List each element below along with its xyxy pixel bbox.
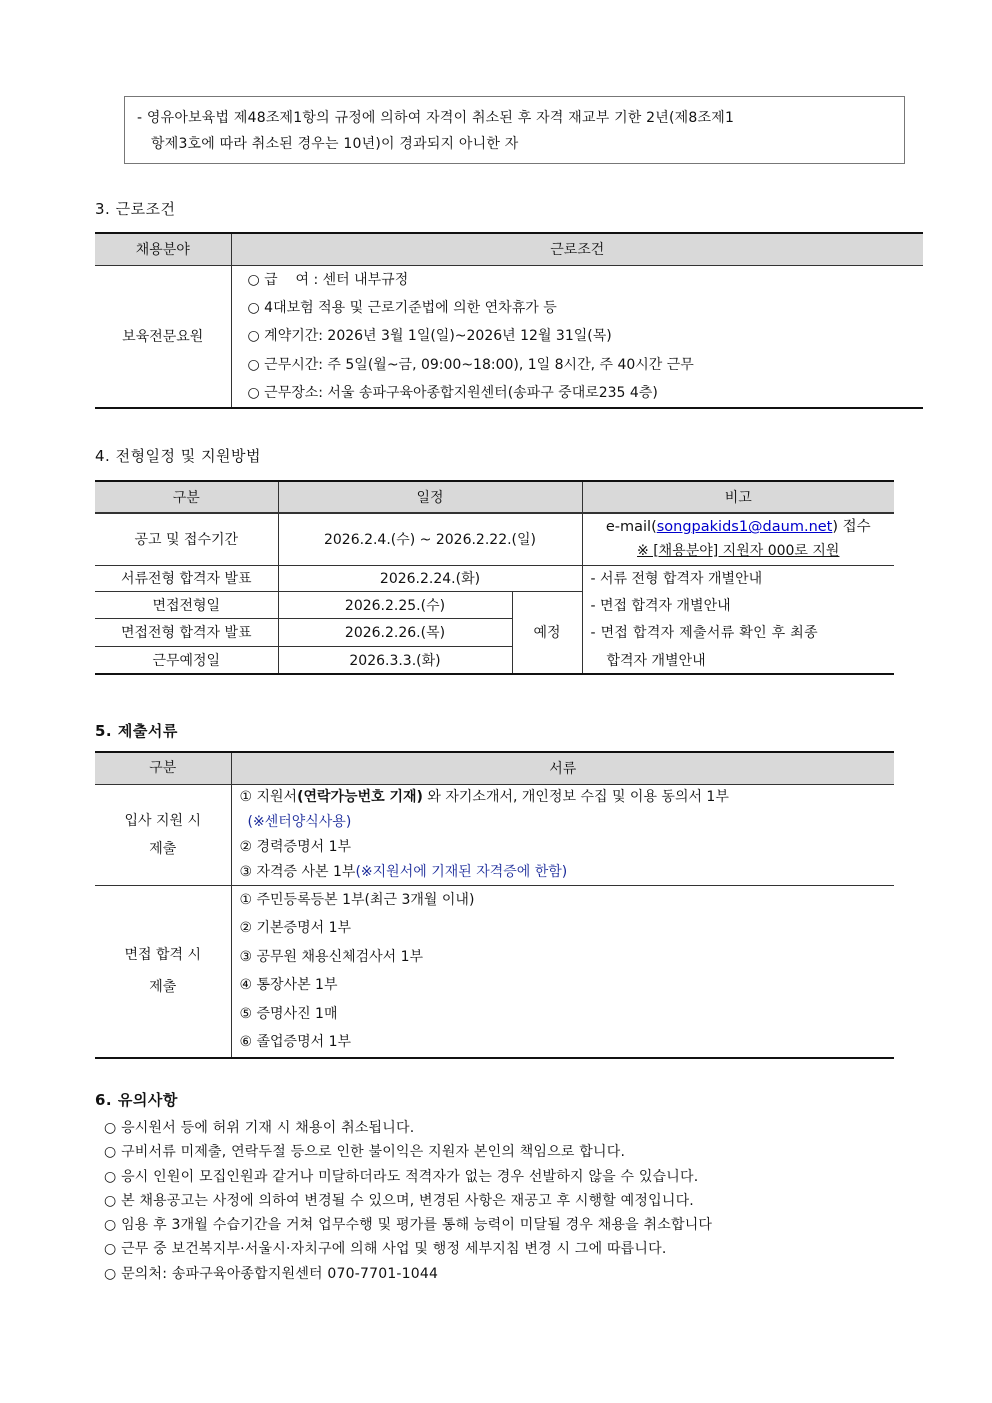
document-item-note: (※센터양식사용): [247, 813, 352, 830]
group-label-application: [95, 784, 231, 885]
document-item: ④ 통장사본 1부: [239, 977, 338, 993]
row-date: 2026.2.26.(목): [278, 618, 512, 646]
row-date: 2026.2.4.(수) ~ 2026.2.22.(일): [278, 513, 582, 565]
section-4-title: 4. 전형일정 및 지원방법: [95, 447, 262, 465]
row-remark: - 면접 합격자 개별안내: [582, 591, 894, 618]
col-header-schedule: 일정: [278, 481, 582, 513]
working-conditions-table: [95, 232, 923, 409]
notice-item: ○ 구비서류 미제출, 연락두절 등으로 인한 불이익은 지원자 본인의 책임으로 합니다.: [104, 1144, 626, 1161]
email-link[interactable]: songpakids1@daum.net: [656, 519, 833, 536]
group-label-line: 입사 지원 시: [124, 812, 202, 829]
document-item: ② 기본증명서 1부: [239, 920, 352, 936]
application-naming-note: ※ [채용분야] 지원자 000로 지원: [637, 543, 840, 560]
row-date: 2026.2.24.(화): [278, 565, 582, 591]
document-item: ① 주민등록등본 1부(최근 3개월 이내): [239, 891, 475, 908]
section-3-title: 3. 근로조건: [95, 200, 176, 218]
document-item: [240, 860, 895, 885]
row-date: 2026.3.3.(화): [278, 646, 512, 674]
row-label: 공고 및 접수기간: [95, 513, 278, 565]
application-documents: [231, 784, 894, 885]
group-label-line: 제출: [149, 840, 177, 857]
conditions-cell: [231, 265, 923, 408]
doc-bold-text: (연락가능번호 기재): [297, 788, 423, 805]
notice-item: ○ 문의처: 송파구육아종합지원센터 070-7701-1044: [104, 1265, 439, 1282]
doc-text: 와 자기소개서, 개인정보 수집 및 이용 동의서 1부: [422, 788, 729, 805]
notice-item: ○ 본 채용공고는 사정에 의하여 변경될 수 있으며, 변경된 사항은 재공고 후 시행할 예정입니다.: [104, 1192, 694, 1209]
document-item: [240, 785, 895, 810]
notice-list: [104, 1116, 712, 1286]
notice-item: ○ 임용 후 3개월 수습기간을 거쳐 업무수행 및 평가를 통해 능력이 미달될 경우 채용을 취소합니다: [104, 1217, 713, 1234]
notice-item: ○ 응시원서 등에 허위 기재 시 채용이 취소됩니다.: [104, 1120, 415, 1136]
row-label: 서류전형 합격자 발표: [95, 565, 278, 591]
planned-cell: 예정: [512, 591, 582, 674]
section-6-title: 6. 유의사항: [95, 1091, 178, 1109]
schedule-table: [95, 480, 894, 675]
col-header-category: 구분: [95, 752, 231, 784]
note-line-1: - 영유아보육법 제48조제1항의 규정에 의하여 자격이 취소된 후 자격 재교부 기한 2년(제8조제1: [137, 110, 735, 126]
row-remark: - 면접 합격자 제출서류 확인 후 최종: [582, 618, 894, 646]
group-label-interview: [95, 885, 231, 1058]
doc-text: ③ 자격증 사본 1부: [239, 863, 356, 880]
col-header-remarks: 비고: [582, 481, 894, 513]
note-line-2: 항제3호에 따라 취소된 경우는 10년)이 경과되지 아니한 자: [151, 136, 519, 152]
row-label: 근무예정일: [95, 646, 278, 674]
condition-item: ○ 급 여 : 센터 내부규정: [247, 271, 409, 288]
condition-item: ○ 계약기간: 2026년 3월 1일(일)~2026년 12월 31일(목): [247, 328, 612, 345]
condition-item: ○ 근무장소: 서울 송파구육아종합지원센터(송파구 중대로235 4층): [247, 385, 658, 402]
document-item: ⑤ 증명사진 1매: [239, 1005, 338, 1022]
col-header-category: 구분: [95, 481, 278, 513]
document-item: ⑥ 졸업증명서 1부: [239, 1034, 352, 1050]
doc-text: ① 지원서: [239, 788, 298, 805]
application-remark: [582, 513, 894, 565]
notice-item: ○ 근무 중 보건복지부·서울시·자치구에 의해 사업 및 행정 세부지침 변경 시 그에 따릅니다.: [104, 1241, 667, 1258]
row-remark: 합격자 개별안내: [582, 646, 894, 674]
condition-item: ○ 근무시간: 주 5일(월~금, 09:00~18:00), 1일 8시간, 주 40시간 근무: [247, 356, 694, 373]
doc-blue-text: (※지원서에 기재된 자격증에 한함): [355, 863, 568, 880]
group-label-line: 면접 합격 시: [124, 947, 202, 963]
email-suffix: ) 접수: [832, 519, 871, 536]
document-item: ② 경력증명서 1부: [239, 838, 352, 855]
email-prefix: e-mail(: [605, 519, 657, 536]
documents-table: [95, 751, 894, 1059]
col-header-documents: 서류: [231, 752, 894, 784]
col-header-field: 채용분야: [95, 233, 231, 265]
col-header-conditions: 근로조건: [231, 233, 923, 265]
row-remark: - 서류 전형 합격자 개별안내: [582, 565, 894, 591]
interview-documents: [231, 885, 894, 1058]
disqualification-note-box: [124, 96, 905, 164]
condition-item: ○ 4대보험 적용 및 근로기준법에 의한 연차휴가 등: [247, 299, 557, 316]
row-label: 면접전형일: [95, 591, 278, 618]
group-label-line: 제출: [149, 979, 177, 995]
notice-item: ○ 응시 인원이 모집인원과 같거나 미달하더라도 적격자가 없는 경우 선발하지 않을 수 있습니다.: [104, 1168, 699, 1185]
category-cell: 보육전문요원: [122, 329, 204, 346]
document-item: ③ 공무원 채용신체검사서 1부: [239, 948, 424, 965]
row-date: 2026.2.25.(수): [278, 591, 512, 618]
row-label: 면접전형 합격자 발표: [95, 618, 278, 646]
section-5-title: 5. 제출서류: [95, 722, 178, 740]
